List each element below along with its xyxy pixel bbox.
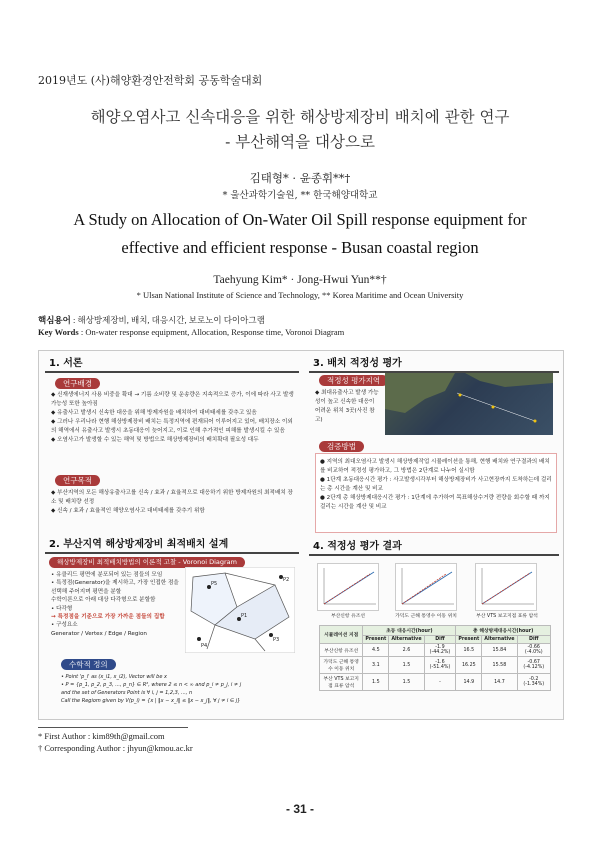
table-cell: 14.7 (482, 674, 517, 691)
result-chart-1 (317, 563, 379, 611)
korean-title-line2: - 부산해역을 대상으로 (225, 133, 375, 151)
table-cell: 부산 VTS 보고지점 표류 암석 (320, 674, 363, 691)
table-header-cell: 시뮬레이션 지점 (320, 626, 363, 644)
table-header-cell: 초동 대응시간(hour) (363, 626, 456, 636)
korean-keywords-text: : 해상방제장비, 배치, 대응시간, 보로노이 다이아그램 (70, 315, 265, 325)
list-item: • 특정점(Generator)을 제시하고, 가장 인접한 점을 선택해 주어지며 평면을 분할 (51, 580, 179, 595)
table-cell: - (424, 674, 456, 691)
section1-purpose-list (51, 489, 297, 516)
table-header-cell: Alternative (482, 636, 517, 644)
satellite-map-image (385, 373, 553, 435)
table-row (320, 644, 551, 657)
english-keywords-text: : On-water response equipment, Allocation, Response time, Voronoi Diagram (78, 327, 345, 337)
table-header-cell: Alternative (389, 636, 424, 644)
conference-header: 2019년도 (사)해양환경안전학회 공동학술대회 (38, 74, 263, 87)
section3-method-list (320, 458, 552, 512)
table-cell: 3.1 (363, 657, 389, 674)
section1-purpose-tag: 연구목적 (55, 475, 100, 486)
table-cell: 16.5 (456, 644, 482, 657)
english-title-line1: A Study on Allocation of On-Water Oil Spill response equipment for (73, 210, 527, 229)
svg-text:P2: P2 (283, 577, 290, 583)
poster-figure (38, 350, 564, 720)
list-item: 수학이론으로 아래 대상 다각형으로 분할함 (51, 597, 156, 604)
math-line: Call the Regiom given by V(p_i) = {x | ‖x − x_i‖ ≤ ‖x − x_j‖, ∀ j ≠ i ∈ j} (61, 698, 241, 704)
table-row (320, 657, 551, 674)
table-cell: 16.25 (456, 657, 482, 674)
section1-heading: 1. 서론 (45, 356, 299, 373)
page-number: - 31 - (285, 802, 314, 816)
svg-text:P3: P3 (273, 637, 280, 643)
korean-keywords-label: 핵심용어 (38, 315, 71, 325)
list-item: • 구성요소 (51, 622, 78, 629)
table-cell: 4.5 (363, 644, 389, 657)
section3-area-tag: 적정성 평가지역 (319, 375, 388, 386)
voronoi-diagram (185, 567, 295, 653)
section3-method-box (315, 453, 557, 533)
korean-keywords (38, 314, 265, 326)
list-item: • 다각형 (51, 605, 73, 612)
svg-text:P4: P4 (201, 643, 208, 649)
list-item: ● 2단계 총 해상방제대응시간 평가 : 1단계에 추가하여 목표해상수거량 전량을 회수할 때 까지 걸리는 시간을 계산 및 비교 (320, 495, 550, 510)
section2-voronoi-list (51, 571, 181, 638)
section2-voronoi-tag: 해상방제장비 최적배치방법의 이론적 고찰 - Voronoi Diagram (49, 557, 245, 568)
list-item: ● 1단계 초동대응시간 평가 : 사고발생시각부터 해상방제장비가 사고현장까지 도착하는데 걸리는 총 시간을 계산 및 비교 (320, 477, 552, 492)
english-affiliation: * Ulsan National Institute of Science and Technology, ** Korea Maritime and Ocean University (136, 290, 464, 300)
list-item: ◆ 신속 / 효과 / 효율적인 해양오염사고 대비태세를 갖추기 위함 (51, 508, 205, 514)
table-cell: -1.9 (-44.2%) (424, 644, 456, 657)
list-item: ◆ 부산지역의 모든 해상유출사고를 신속 / 효과 / 효율적으로 대응하기 위한 방제자원의 최적배치 장소 및 배치량 선정 (51, 490, 293, 505)
list-item: ◆ 신재생에너지 사용 비중을 확대 → 기름 소비량 및 운송량은 지속적으로 증가, 이에 따라 사고 발생 가능성 또한 높아짐 (51, 392, 294, 407)
table-cell: -1.6 (-51.4%) (424, 657, 456, 674)
result-chart-3 (475, 563, 537, 611)
math-line: • Point 'p_i' as (x_i1, x_i2), Vector will be x (61, 674, 167, 680)
section3-heading: 3. 배치 적정성 평가 (309, 356, 559, 373)
table-header-cell: Diff (424, 636, 456, 644)
korean-affiliation: * 울산과학기술원, ** 한국해양대학교 (222, 190, 378, 201)
math-line: and the set of Generators Point is ∀ i, j = 1,2,3, ..., n (61, 690, 193, 696)
section2-heading: 2. 부산지역 해상방제장비 최적배치 설계 (45, 537, 299, 554)
footnote-first-author: * First Author : kim89th@gmail.com (38, 731, 165, 741)
list-item: ◆ 그러나 우리나라 현행 해상방제장비 배치는 특정지역에 편재되어 이루어지고 있어, 배치장소 이외의 해역에서 유출사고 발생시 초동대응이 늦어지고, 이로 인해 추가적인 피해를 발생시킬 수 있음 (51, 419, 293, 434)
list-item: Generator / Vertex / Edge / Region (51, 630, 147, 637)
english-keywords (38, 327, 344, 337)
section3-method-tag: 검증방법 (319, 441, 364, 452)
math-line: • P = {p_1, p_2, p_3, ..., p_n} ∈ R², where 2 ≤ n < ∞ and p_i ≠ p_j, i ≠ j (61, 682, 242, 688)
section3-area-text: ◆ 최대유출사고 발생 가능성이 높고 신속한 대응이 어려운 위치 3곳(사진 참고) (315, 390, 379, 423)
chart-caption-2: 가덕도 근해 통영수 이동 위치 (395, 614, 457, 619)
list-item: • 유클리드 평면에 분포되어 있는 점들의 모임 (51, 572, 163, 578)
table-cell: -0.66 (-4.0%) (517, 644, 550, 657)
table-row (320, 674, 551, 691)
list-item: → 특정점을 기준으로 가장 가까운 점들의 집합 (51, 614, 165, 621)
english-keywords-label: Key Words (38, 327, 79, 337)
table-header-cell: 총 해상방제대응시간(hour) (456, 626, 551, 636)
section2-math-tag: 수학적 정의 (61, 659, 116, 670)
list-item: ● 지역의 최대오염사고 발생시 해상방제작업 시뮬레이션을 통해, 현행 배치와 연구결과의 배치를 비교하여 적정성 평가하고, 그 방법은 2단계로 나누어 실시함 (320, 459, 550, 474)
svg-text:P5: P5 (211, 581, 218, 587)
svg-text:P1: P1 (241, 613, 248, 619)
table-cell: 14.9 (456, 674, 482, 691)
footnote-divider (38, 727, 188, 728)
chart-caption-1: 부산신항 유조선 (331, 614, 365, 619)
table-header-row (320, 626, 551, 636)
section1-background-list (51, 391, 297, 445)
table-header-cell: Present (363, 636, 389, 644)
table-cell: 1.5 (389, 674, 424, 691)
korean-authors: 김태형* · 윤종휘**† (249, 171, 351, 185)
results-table (319, 625, 551, 691)
table-cell: -0.2 (-1.34%) (517, 674, 550, 691)
list-item: ◆ 오염사고가 발생할 수 있는 해역 및 방법으로 해상방제장비의 배치확대 필요성 대두 (51, 437, 259, 443)
table-cell: -0.67 (-4.12%) (517, 657, 550, 674)
section2-math-definition (61, 673, 297, 705)
section4-heading: 4. 적정성 평가 결과 (309, 539, 559, 556)
table-cell: 15.58 (482, 657, 517, 674)
footnote-corresponding-author: † Corresponding Author : jhyun@kmou.ac.kr (38, 743, 193, 753)
table-cell: 1.5 (389, 657, 424, 674)
chart-caption-3: 부산 VTS 보고지점 표류 암석 (476, 614, 538, 619)
table-cell: 1.5 (363, 674, 389, 691)
table-cell: 2.6 (389, 644, 424, 657)
korean-title-line1: 해양오염사고 신속대응을 위한 해상방제장비 배치에 관한 연구 (90, 108, 510, 126)
table-cell: 가덕도 근해 통영수 이동 위치 (320, 657, 363, 674)
table-cell: 15.84 (482, 644, 517, 657)
table-header-cell: Diff (517, 636, 550, 644)
section1-background-tag: 연구배경 (55, 378, 100, 389)
result-chart-2 (395, 563, 457, 611)
table-cell: 부산신항 유조선 (320, 644, 363, 657)
english-authors: Taehyung Kim* · Jong-Hwui Yun**† (213, 274, 387, 286)
table-header-cell: Present (456, 636, 482, 644)
english-title-line2: effective and efficient response - Busan coastal region (121, 238, 479, 257)
list-item: ◆ 유출사고 발생시 신속한 대응을 위해 방제자원을 배치하여 대비태세를 갖추고 있음 (51, 410, 257, 416)
